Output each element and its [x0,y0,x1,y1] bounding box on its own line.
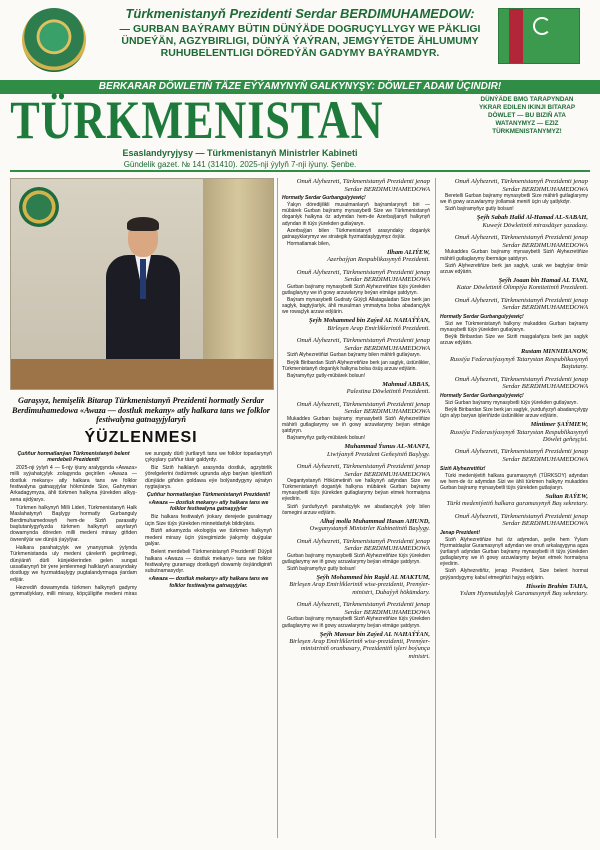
message-signature [440,214,588,229]
message-paragraph: Siziň Alyhezretiňizi Gurban baýramy bilen mähirli gutlaýaryn. [287,352,421,359]
issue-line: Gündelik gazet. № 141 (31410). 2025-nji ýylyň 7-nji iýuny. Şenbe. [123,160,357,169]
message-signature [282,443,430,458]
message-paragraph: Baýram mynasybetli Gudraty Güýçli Allatagaladan Size berk jan saglyk, bagtyýarlyk, ähli musulman ymmatyna bolsa abadançylyk we rowaçlyk arzuw edýärin. [282,297,430,316]
address-paragraph: Halkara parahatçylyk we ynanyşmak ýylynda Türkmenistanda uly medeni çäreleriň geçirilmegi, dünýäniň dürli künjeklerinden gelen sungat ussatlarynyň bir ýere jemlenmegi halklaryň arasyndaky dostlugy we hyzmatdaşlygy pugtalandyrmaga ýardam edýär. [10,544,137,583]
message-addressee: Onuň Alyhezreti, Türkmenistanyň Prezidenti jenap Serdar BERDIMUHAMEDOWA [296,400,430,416]
signer-title: Russiýa Federasiýasynyň Tatarystan Respublikasynyň Baştutany. [449,355,588,371]
column-divider [435,178,436,838]
signer-name: Mahmud ABBAS, [382,380,430,388]
signer-name: Muhammad Ýunus AL-MANFI, [344,443,430,451]
message-signature [282,249,430,264]
message-paragraph: Gurban baýramy mynasybetli Siziň Alyhezretiňize tüýs ýürekden gutlaglarymy we iň gowy arzuwlarymy beýan etmäge şatdyryn. [282,552,430,565]
message-salutation: Hormatly Serdar Gurbangulyýewiç! [440,313,524,320]
signer-name: Ilham ALIÝEW, [387,248,430,256]
messages-column-right [440,178,588,602]
message-paragraph: Sizi Gurban baýramy mynasybetli tüýs ýürekden gutlaýaryn. [445,399,578,406]
address-heading: ÝÜZLENMESI [84,428,198,446]
message-signature [282,381,430,396]
president-photo [10,178,274,390]
slogan-bar: BERKARAR DÖWLETIŇ TÄZE EÝÝAMYNYŇ GALKYNYŞY: DÖWLET ADAM ÜÇINDIR! [0,80,600,94]
message-paragraph: Azerbaýjan bilen Türkmenistanyň arasyndaky doganlyk gatnaşyklarymyz we strategik hyzmatdaşlygymyz ösýär. [282,227,430,240]
signer-name: Rustam MINNIHANOW, [521,348,588,356]
message-salutation: Siziň Alyhezretiňiz! [440,465,486,472]
message-addressee: Onuň Alyhezreti, Türkmenistanyň Prezidenti jenap Serdar BERDIMUHAMEDOWA [454,448,588,463]
emblem-icon [19,187,59,227]
message-addressee: Onuň Alyhezreti, Türkmenistanyň Prezidenti jenap Serdar BERDIMUHAMEDOWA [454,234,588,249]
message-paragraph: Beýik Biribardan Size we Siziň maşgalaňyza berk jan saglyk arzuw edýärin. [440,334,588,347]
address-paragraph: «Awaza — dostluk mekany» atly halkara tans we folklor festiwalyna gatnaşyjylar [148,499,269,513]
greeting-message [282,269,430,332]
message-paragraph: Siziň baýramyňyz gutly bolsun! [445,206,514,213]
message-signature [282,518,430,533]
greeting-message [282,178,430,264]
president-line: Türkmenistanyň Prezidenti Serdar BERDIMUHAMEDOW: [125,6,475,21]
greeting-message [440,297,588,371]
signer-title: Russiýa Federasiýasynyň Tatarystan Respublikasynyň Döwlet geňeşçisi. [449,428,588,443]
address-paragraph: Çuňňur hormatlanýan Türkmenistanyň belent merdebeli Prezidenti! [17,450,130,463]
greeting-message [440,513,588,598]
greeting-message [282,463,430,533]
greeting-message [440,234,588,291]
signer-title: Liwiýanyň Prezident Geňeşiniň Başlygy. [326,450,430,458]
message-salutation: Hormatly Serdar Gurbangulyýewiç! [440,392,524,399]
signer-title: Birleşen Arap Emirlikleriniň wise-prezidenti, Premýer-ministri, Dubaýyň hökümdary. [289,581,430,596]
message-signature [440,277,588,292]
greeting-message [282,538,430,597]
message-addressee: Onuň Alyhezreti, Türkmenistanyň Prezidenti jenap Serdar BERDIMUHAMEDOWA [296,178,430,193]
address-paragraph: Biziň arkamyzda ekologiýa we türkmen halkynyň medeni mirasy üçin ýüregimizde ýakymly duýgular galýar. [145,528,272,548]
message-addressee: Onuň Alyhezreti, Türkmenistanyň Prezidenti jenap Serdar BERDIMUHAMEDOWA [454,512,588,528]
message-paragraph: Sizi we Türkmenistanyň halkyny mukaddes Gurban baýramy mynasybetli tüýs ýürekden gutlaýaryn. [440,320,588,334]
address-paragraph: 2025-nji ýylyň 4 — 6-njy iýuny aralygynda «Awaza» milli syýahatçylyk zolagynda geçirilen «Awaza — dostluk mekany» atly halkara tans we folklor festiwalyna gatnaşyjylar hökmünde Size, Gahryman Arkadagymyza, ähli türkmen halkyna ýürekden alkyş-sena aýdýarys. [10,464,137,503]
masthead-area [0,0,600,169]
signer-name: Şeýh Sabah Halid Al-Hamad AL-SABAH, [476,214,588,222]
signer-title: Yslam Hyzmatdaşlyk Guramasynyň Baş sekretary. [459,590,588,598]
greeting-message [440,376,588,444]
column-divider [277,178,278,838]
message-paragraph: Siziň baýramyňyz gutly bolsun! [287,565,356,572]
message-paragraph: Hormatlamak bilen, [287,240,331,247]
signer-title: Palestina Döwletiniň Prezidenti. [346,388,430,396]
message-signature [282,574,430,596]
header-rule [10,170,590,172]
address-paragraph: Biz Siziň halklaryň arasynda dostluk, agzybirlik ýörelgelerini ösdürmek ugrunda alyp barýan işleriňiziň dünýäde giňden goldawa eýe bolýandygyny aýratyn nygtaýarys. [145,464,272,491]
signer-title: Owganystanyň Ministrler Kabinetiniň Başlygy. [309,525,430,533]
message-salutation: Jenap Prezident! [440,529,481,536]
message-paragraph: Mukaddes Gurban baýramy mynasybetli Siziň Alyhezretiňize mähirli gutlaglarymy we iň gowy arzuwlarymy beýan etmäge şatdyryn. [282,415,430,434]
greeting-message [282,401,430,458]
greeting-message [282,601,430,660]
message-paragraph: Beretelli Gurban baýramy mynasybetli Size mähirli gutlaglarymy we iň gowy arzuwlarymy ýollamak meniň üçin uly şatlykdyr. [440,193,588,206]
message-addressee: Onuň Alyhezreti, Türkmenistanyň Prezidenti jenap Serdar BERDIMUHAMEDOWA [454,296,588,312]
message-paragraph: Beýik Biribardan Siziň Alyhezretiňize berk jan saglyk, üstünlikler, Türkmenistanyň doganlyk halkyna bolsa ösüş arzuw edýärin. [282,359,430,372]
message-addressee: Onuň Alyhezreti, Türkmenistanyň Prezidenti jenap Serdar BERDIMUHAMEDOWA [454,178,588,193]
message-signature [282,317,430,332]
message-paragraph: Siziň Alyhezretiňiz, jenap Prezident, Size belent hormat goýýandygymy kabul etmegiňizi haýyş edýärin. [440,568,588,581]
greeting-message [440,448,588,507]
signer-name: Hissein Brahim TAHA, [526,582,588,590]
message-addressee: Onuň Alyhezreti, Türkmenistanyň Prezidenti jenap Serdar BERDIMUHAMEDOWA [296,268,430,284]
signer-name: Alhaj molla Muhammad Hasan AHUND, [319,517,430,525]
signer-name: Şeýh Mansur bin Zaýed AL NAHAÝÝAN, [319,630,430,638]
message-addressee: Onuň Alyhezreti, Türkmenistanyň Prezidenti jenap Serdar BERDIMUHAMEDOWA [296,462,430,478]
address-paragraph: Belent merdebeli Türkmenistanyň Prezidenti! Düýpli halkara «Awaza — dostluk mekany» tans we folklor festiwalyny guramagy dostlugyň dowamly ösýändiginiň subutnamasydyr. [145,549,272,575]
address-paragraph: Biz halkara festiwalyň ýokary derejede guralmagy üçin Size tüýs ýürekden minnetdarlyk bildirýäris. [145,514,272,527]
signer-name: Sultan RAÝEW, [545,492,588,500]
signer-title: Birleşen Arap Emirlikleriniň Prezidenti. [327,324,430,332]
signer-name: Şeýh Joaan bin Hamad AL TANI, [498,276,588,284]
message-paragraph: Beýik Biribardan Size berk jan saglyk, ýurduňyzyň abadançylygy üçin alyp barýan işleriňizde üstünlikler arzuw edýärin. [440,406,588,419]
message-signature [440,493,588,508]
greeting-message [282,337,430,395]
signer-name: Şeýh Mohammed bin Zaýed AL NAHAÝÝAN, [309,317,430,325]
side-note: DÜNÝÄDE BMG TARAPYNDAN YKRAR EDILEN IKINJI BITARAP DÖWLET — BU BIZIŇ ATA WATANYMYZ — EZIZ TÜRKMENISTANYMYZ! [478,96,576,135]
message-salutation: Hormatly Serdar Gurbangulyýewiç! [282,195,366,202]
message-addressee: Onuň Alyhezreti, Türkmenistanyň Prezidenti jenap Serdar BERDIMUHAMEDOWA [296,601,430,616]
signer-name: Şeýh Mohammed bin Raşid AL MAKTUM, [316,574,430,581]
message-paragraph: Gurban baýramy mynasybetli Siziň Alyhezretiňize tüýs ýürekden gutlaglarymy we iň gowy arzuwlarymy beýan etmäge şatdyryn. [282,616,430,629]
message-paragraph: Siziň Alyhezretiňize hut öz adymdan, şeýle hem Ýylam Hyzmatdaşlar Guramasynyň adyndan we onuň arkalaşygyna agza ýurtlaryň adyndan Gurban baýramy mynasybetli iň tüýs ýürekden gutlaglarymy we iň gowy arzuwlarymy beýan etmek hormatyna eýedirin. [440,536,588,568]
messages-column-middle [282,178,430,665]
left-column [10,178,272,597]
signer-title: Kuweýt Döwletiniň mirasdüşer şazadasy. [482,221,588,229]
message-paragraph: Oegantystanyň Hökümetiniň we halkynyň adyndan Size we Türkmenistanyň doganlyk halkyna mübärek Gurban baýramy mynasybetli tüýs ýürekden gutlaglarymy beýan etmek hormatyna eýedirin. [282,478,430,503]
message-paragraph: Mukaddes Gurban baýramy mynasybetli Siziň Alyhezretiňize mähirli gutlaglarymy ibermäge şatdyryn. [440,249,588,262]
message-paragraph: Baýramyňyz gutly-mübärek bolsun! [287,372,366,379]
state-emblem-icon [22,8,86,72]
newspaper-title: TÜRKMENISTAN [10,90,384,150]
signer-title: Katar Döwletiniň Olimpiýa Komitetiniň Prezidenti. [456,284,588,292]
message-addressee: Onuň Alyhezreti, Türkmenistanyň Prezidenti jenap Serdar BERDIMUHAMEDOWA [296,537,430,553]
address-paragraph: Türkmen halkynyň Milli Lideri, Türkmenistanyň Halk Maslahatynyň Başlygy hormatly Gurbanguly Berdimuhamedowyň hem-de Siziň parasatly baştutanlygyňyzda türkmen halkynyň asyrlaryň dowamynda döreden milli medeni mirasy giňden öwrenilýär we dünýä ýaýylýar. [10,504,137,543]
address-paragraph: Hezrediň dowamynda türkmen halkynyň gadymy gymmatlyklary, milli mirasy, köpçüligiňe medeni miras we sungaty dürli ýurtlaryň tans we folklor toparlarynyň çykyşlary çuňňur täsir galdyrdy. [10,450,272,598]
message-addressee: Onuň Alyhezreti, Türkmenistanyň Prezidenti jenap Serdar BERDIMUHAMEDOWA [296,337,430,352]
flag-icon [498,8,580,64]
signer-name: Mintimer ŞAÝMIEW, [530,421,588,429]
signer-title: Türki medeniýetiň halkara guramasynyň Baş sekretary. [446,500,588,508]
address-paragraph: Çuňňur hormatlanýan Türkmenistanyň Prezidenti! [146,491,271,498]
holiday-banner: — GURBAN BAÝRAMY BÜTIN DÜNÝÄDE DOGRUÇYLLYGY WE PÄKLIGI ÜNDEÝÄN, AGZYBIRLIGI, DÜNÝÄ ÝAÝRAN, JEMGYÝETDE ÄHLUMUMY RUHUBELENTLIGI DÖREDÝÄN GADYMY BAÝRAMDYR. [119,23,481,59]
message-paragraph: Baýramyňyz gutly-mübärek bolsun! [287,435,366,442]
message-paragraph: Siziň Alyhezretiňize berk jan saglyk, uzak we bagtyýar ömür arzuw edýärin. [440,262,588,275]
address-body [10,451,272,598]
founder-line: Esaslandyryjysy — Türkmenistanyň Ministrler Kabineti [122,148,358,158]
message-signature [440,583,588,598]
message-signature [440,348,588,370]
signer-title: Azerbaýjan Respublikasynyň Prezidenti. [327,256,430,264]
message-signature [282,631,430,661]
address-paragraph: «Awaza — dostluk mekany» atly halkara tans we folklor festiwalyna gatnaşyjylar. [148,576,269,589]
message-paragraph: Ýakyn döredijilikli musulmanlaryň baýramlarynyň biri — mübärek Gurban baýramy mynasybetli Size we Türkmenistanyň doganlyk halkyna öz adymdan hem-de Azerbaýjanyň halkynyň adyndan iň tüýs ýürekden gutlaýaryn. [282,202,430,227]
message-paragraph: Türki medeniýetiň halkara guramasynyň (TÜRKSOY) adyndan we hem-de öz adymdan Sizi we ähli türkmen halkyny mukaddes Gurban baýramy mynasybetli tüýs ýürekden gutlaýaryn. [440,472,588,491]
message-paragraph: Siziň ýurduňyzyň parahatçylyk we abadançylyk ýoly bilen ösmegini arzuw edýärin. [282,503,430,516]
message-paragraph: Gurban baýramy mynasybetli Siziň Alyhezretiňize tüýs ýürekden gutlaglaryny we iň gowy arzuwlaryny beýan etmäge şatdyryn. [282,283,430,297]
signer-title: Birleşen Arap Emirlikleriniň wise-prezidenti, Premýer-ministriniň orunbasary, Prezidentiň işleri boýunça ministri. [289,638,430,660]
message-addressee: Onuň Alyhezreti, Türkmenistanyň Prezidenti jenap Serdar BERDIMUHAMEDOWA [454,375,588,391]
greeting-message [440,178,588,229]
message-signature [440,421,588,443]
photo-caption: Garaşsyz, hemişelik Bitarap Türkmenistanyň Prezidenti hormatly Serdar Berdimuhamedowa «Awaza — dostluk mekany» atly halkara tans we folklor festiwalyna gatnaşyjylaryň [11,396,270,424]
